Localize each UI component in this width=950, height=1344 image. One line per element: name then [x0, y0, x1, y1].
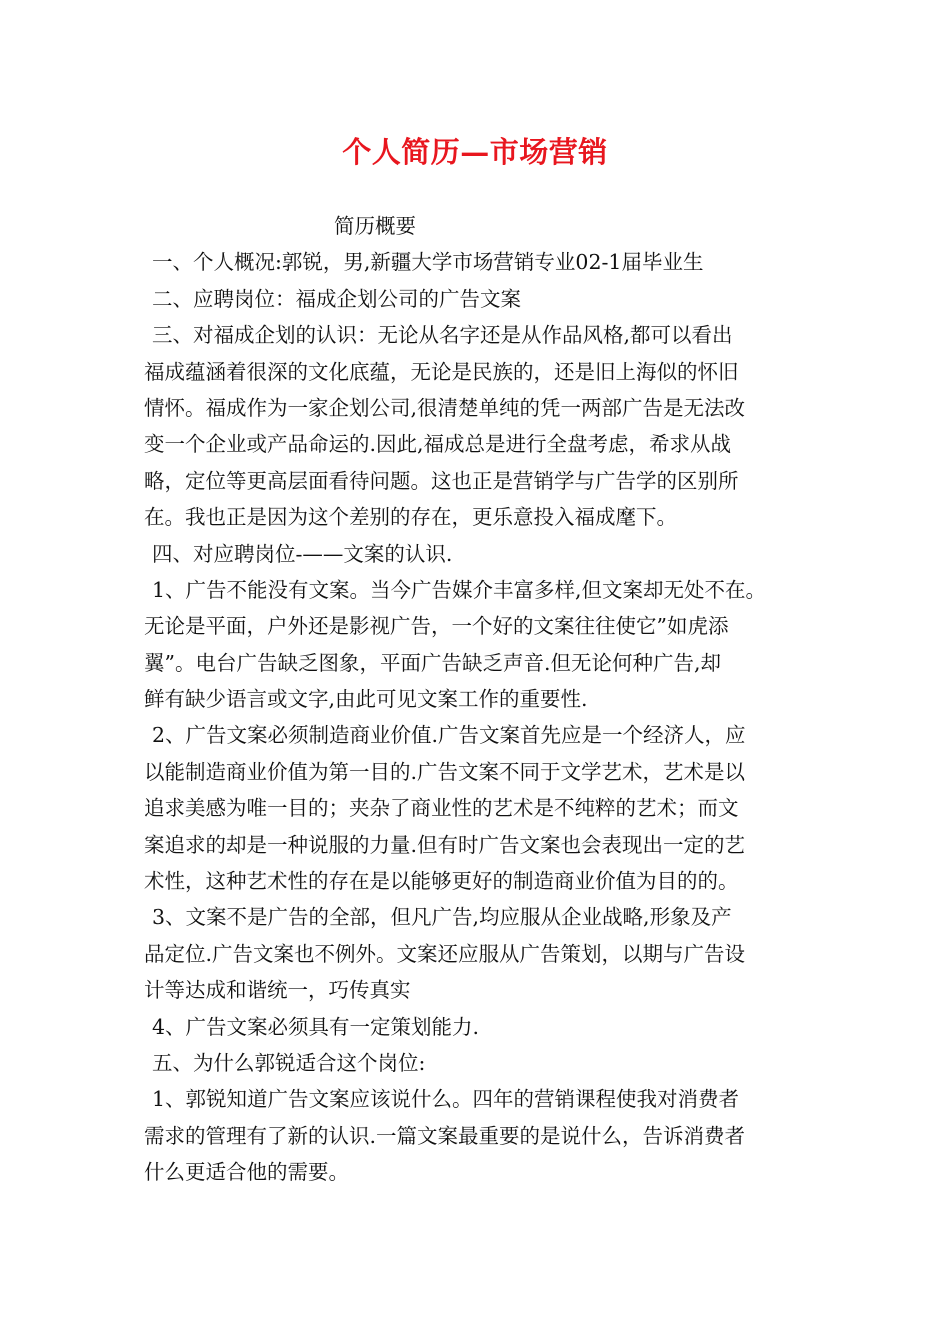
applied-position-line: 二、应聘岗位：福成企划公司的广告文案: [152, 286, 521, 311]
suitability-point-1-line-3: 什么更适合他的需要。: [144, 1160, 349, 1185]
point-1-line-3: 翼”。电台广告缺乏图象，平面广告缺乏声音.但无论何种广告,却: [144, 650, 722, 675]
point-3-line-1: 3、文案不是广告的全部，但凡广告,均应服从企业战略,形象及产: [152, 905, 732, 930]
point-3-line-2: 品定位.广告文案也不例外。文案还应服从广告策划，以期与广告设: [144, 941, 746, 966]
point-1-line-2: 无论是平面，户外还是影视广告，一个好的文案往往使它”如虎添: [144, 614, 729, 639]
company-understanding-line-3: 情怀。福成作为一家企划公司,很清楚单纯的凭一两部广告是无法改: [144, 395, 746, 420]
company-understanding-line-4: 变一个企业或产品命运的.因此,福成总是进行全盘考虑，希求从战: [144, 432, 732, 457]
point-2-line-3: 追求美感为唯一目的；夹杂了商业性的艺术是不纯粹的艺术；而文: [144, 796, 739, 821]
suitability-heading: 五、为什么郭锐适合这个岗位:: [152, 1050, 426, 1075]
point-2-line-2: 以能制造商业价值为第一目的.广告文案不同于文学艺术，艺术是以: [144, 759, 746, 784]
company-understanding-line-5: 略，定位等更高层面看待问题。这也正是营销学与广告学的区别所: [144, 468, 739, 493]
point-2-line-5: 术性，这种艺术性的存在是以能够更好的制造商业价值为目的的。: [144, 869, 739, 894]
personal-overview-line: 一、个人概况:郭锐，男,新疆大学市场营销专业02-1届毕业生: [152, 250, 704, 275]
point-1-line-1: 1、广告不能没有文案。当今广告媒介丰富多样,但文案却无处不在。: [152, 577, 767, 602]
copywriting-understanding-heading: 四、对应聘岗位-——文案的认识.: [152, 541, 453, 566]
suitability-point-1-line-1: 1、郭锐知道广告文案应该说什么。四年的营销课程使我对消费者: [152, 1087, 740, 1112]
document-body: [144, 208, 828, 1191]
company-understanding-line-2: 福成蕴涵着很深的文化底蕴，无论是民族的，还是旧上海似的怀旧: [144, 359, 739, 384]
point-2-line-4: 案追求的却是一种说服的力量.但有时广告文案也会表现出一定的艺: [144, 832, 746, 857]
suitability-point-1-line-2: 需求的管理有了新的认识.一篇文案最重要的是说什么，告诉消费者: [144, 1123, 746, 1148]
company-understanding-line-1: 三、对福成企划的认识：无论从名字还是从作品风格,都可以看出: [152, 323, 733, 348]
point-2-line-1: 2、广告文案必须制造商业价值.广告文案首先应是一个经济人，应: [152, 723, 746, 748]
point-4-line: 4、广告文案必须具有一定策划能力.: [152, 1014, 480, 1039]
resume-summary-heading: 简历概要: [334, 214, 416, 238]
point-3-line-3: 计等达成和谐统一，巧传真实: [144, 978, 411, 1003]
point-1-line-4: 鲜有缺少语言或文字,由此可见文案工作的重要性.: [144, 687, 588, 712]
document-title: 个人简历—市场营销: [342, 135, 608, 169]
company-understanding-line-6: 在。我也正是因为这个差别的存在，更乐意投入福成麾下。: [144, 505, 677, 530]
